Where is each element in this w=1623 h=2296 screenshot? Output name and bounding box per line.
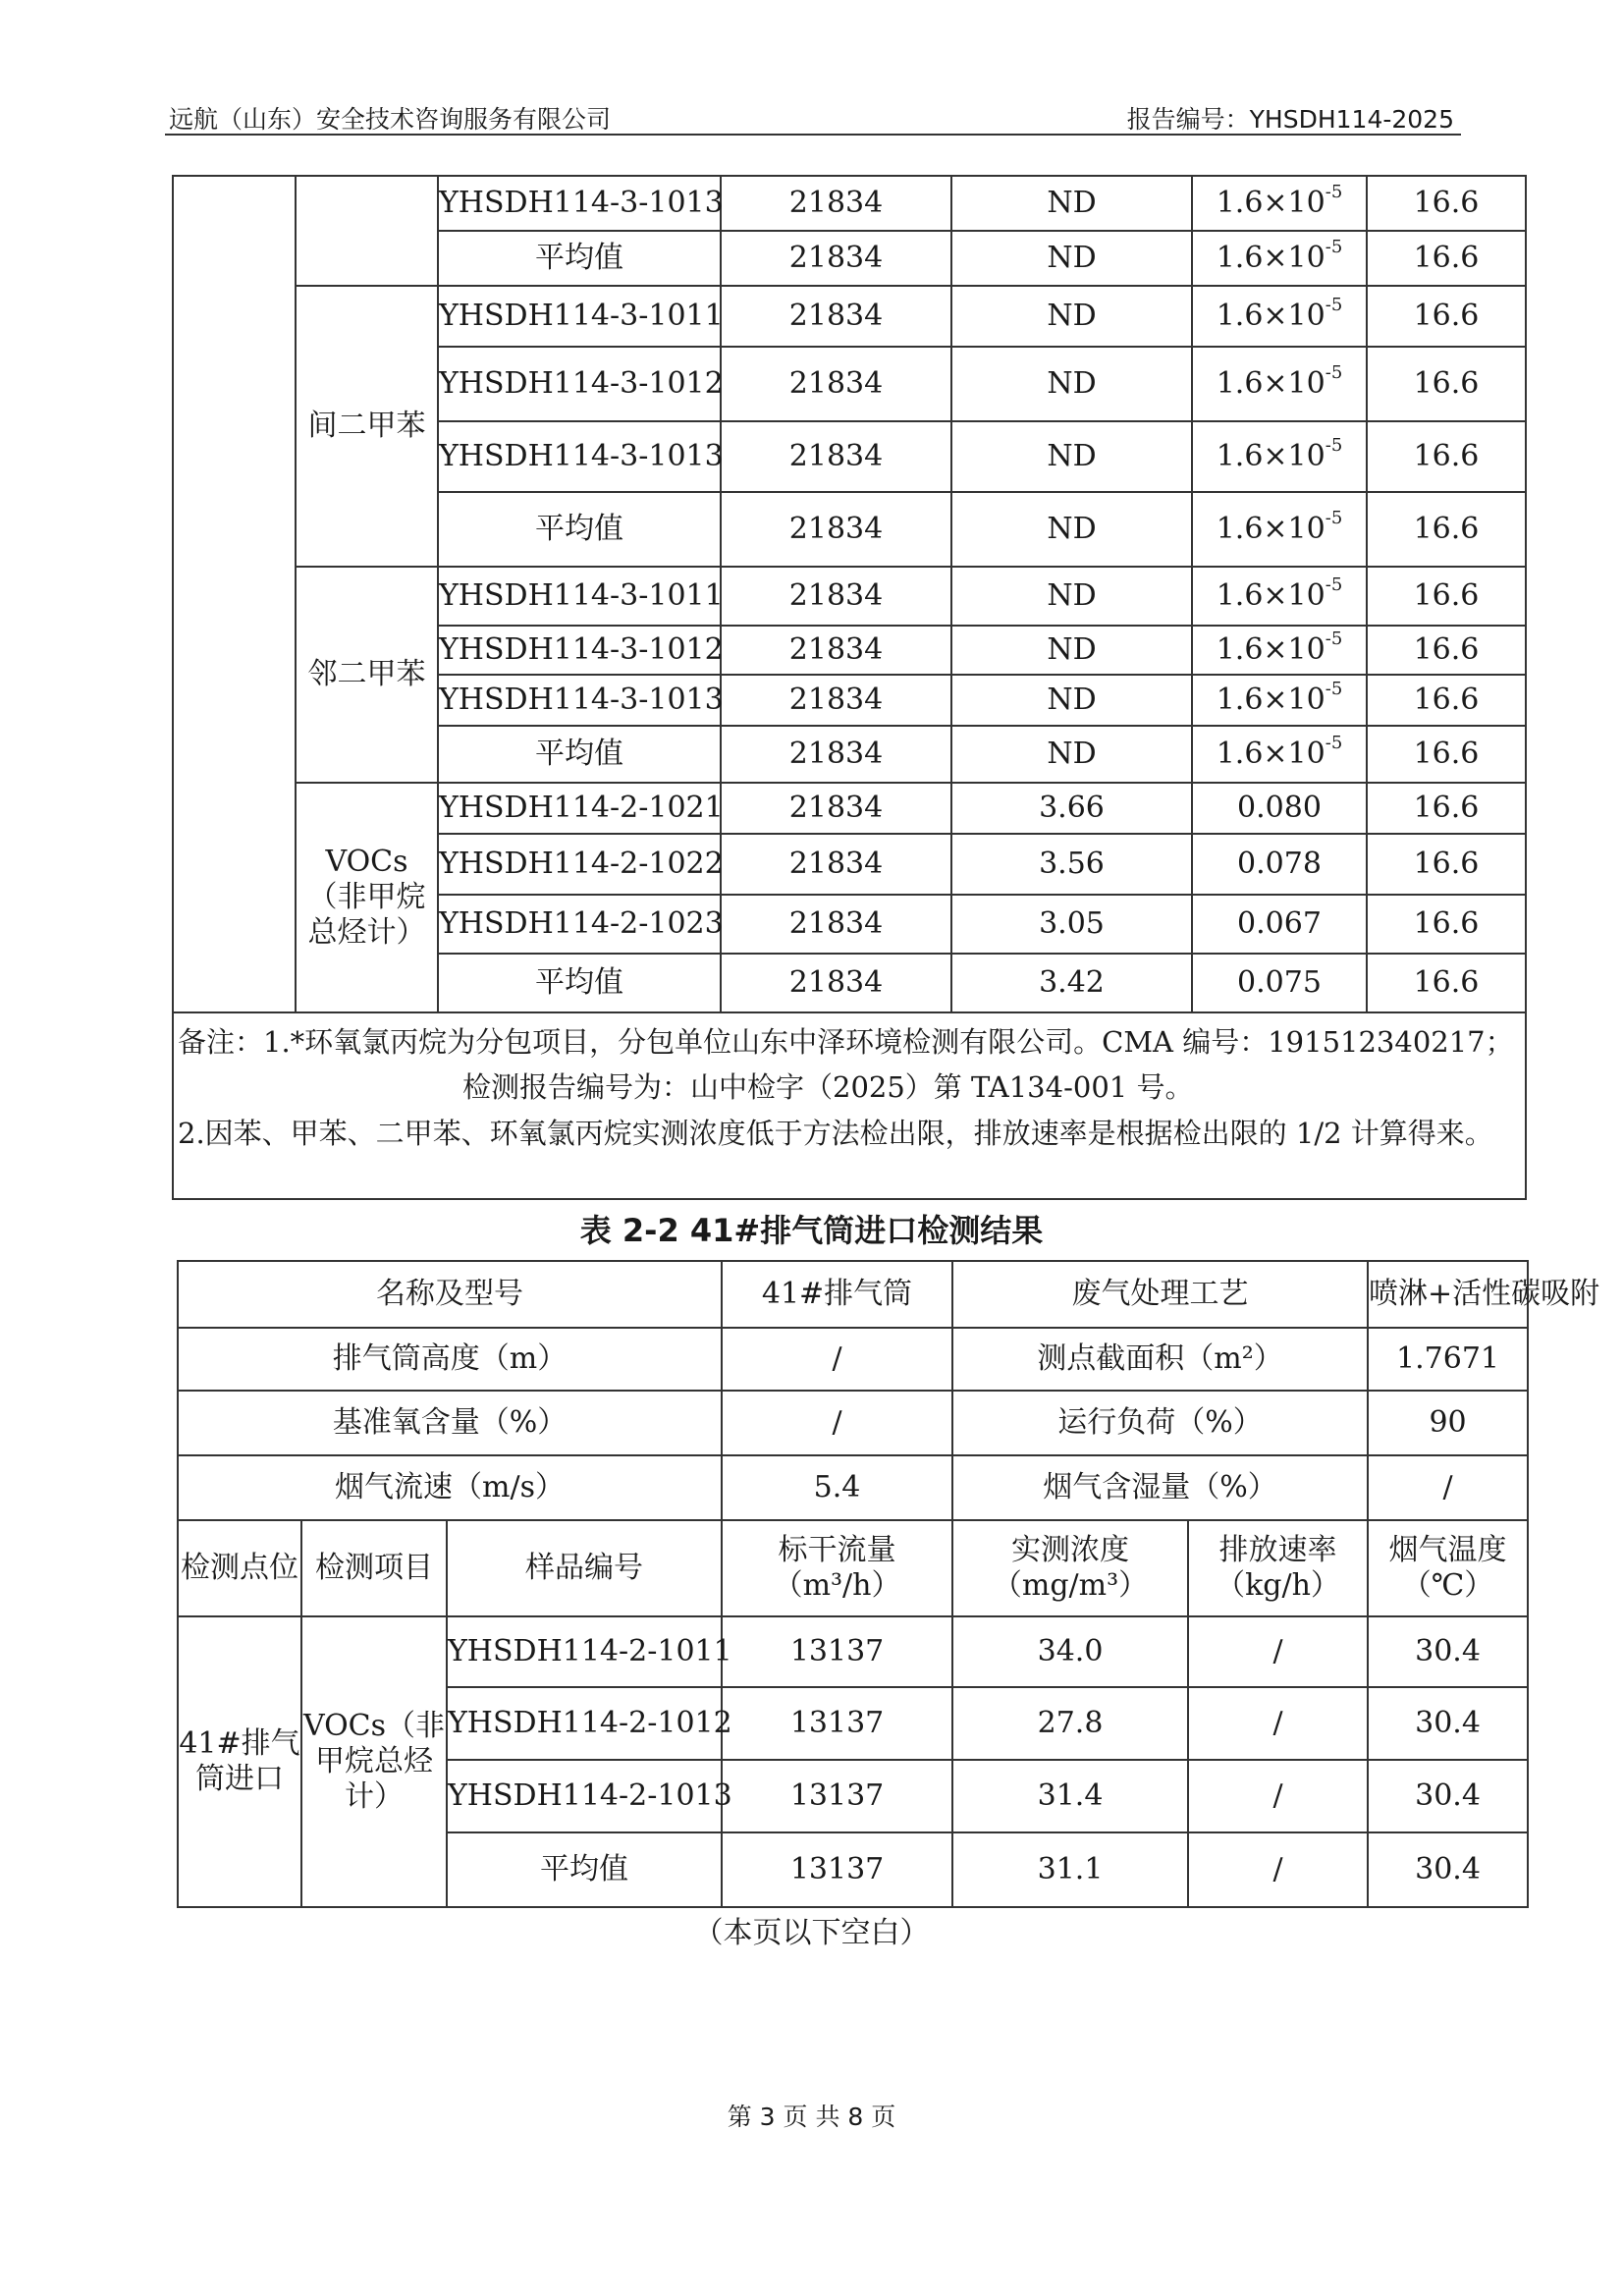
conc-value: ND [951,176,1192,231]
info-label: 烟气流速（m/s） [178,1455,722,1520]
header-conc: 实测浓度（mg/m³） [952,1520,1188,1616]
page-number: 第 3 页 共 8 页 [727,2103,896,2131]
info-value: / [722,1328,952,1391]
info-label: 废气处理工艺 [952,1261,1368,1328]
conc-value: 34.0 [952,1616,1188,1687]
flow-value: 21834 [721,834,951,895]
conc-value: ND [951,231,1192,286]
temp-value: 30.4 [1368,1687,1528,1760]
info-value: 1.7671 [1368,1328,1528,1391]
rate-value: / [1188,1616,1368,1687]
rate-value: 0.067 [1192,895,1367,954]
info-label: 基准氧含量（%） [178,1391,722,1455]
rate-value: $1.6\times 10^{-5}$ [1192,567,1367,626]
header-item: 检测项目 [301,1520,447,1616]
sample-id: YHSDH114-3-1013 [438,176,721,231]
info-value: 5.4 [722,1455,952,1520]
rate-value: $1.6\times 10^{-5}$ [1192,231,1367,286]
rate-value: $1.6\times 10^{-5}$ [1192,675,1367,726]
sample-id: YHSDH114-2-1023 [438,895,721,954]
temp-value: 16.6 [1367,675,1526,726]
rate-value: $1.6\times 10^{-5}$ [1192,347,1367,421]
rate-value: $1.6\times 10^{-5}$ [1192,286,1367,347]
conc-value: 3.56 [951,834,1192,895]
point-cell: 41#排气筒进口 [178,1616,301,1907]
flow-value: 21834 [721,286,951,347]
temp-value: 16.6 [1367,176,1526,231]
conc-value: ND [951,567,1192,626]
info-value: 90 [1368,1391,1528,1455]
results-table-41-inlet [177,1260,1600,1908]
average-label: 平均值 [438,954,721,1012]
sample-id: YHSDH114-3-1011 [438,567,721,626]
conc-value: ND [951,675,1192,726]
rate-value: $1.6\times 10^{-5}$ [1192,421,1367,492]
table-2-2-title: 表 2-2 41#排气筒进口检测结果 [579,1212,1044,1249]
flow-value: 21834 [721,726,951,783]
temp-value: 16.6 [1367,231,1526,286]
header-point: 检测点位 [178,1520,301,1616]
company-name: 远航（山东）安全技术咨询服务有限公司 [169,105,612,134]
item-cell-m-xylene: 间二甲苯 [296,286,438,567]
temp-value: 16.6 [1367,834,1526,895]
sample-id: YHSDH114-2-1021 [438,783,721,834]
flow-value: 21834 [721,492,951,567]
rate-value: $1.6\times 10^{-5}$ [1192,726,1367,783]
rate-value: $1.6\times 10^{-5}$ [1192,492,1367,567]
conc-value: 3.66 [951,783,1192,834]
conc-value: 27.8 [952,1687,1188,1760]
flow-value: 21834 [721,675,951,726]
info-value: / [722,1391,952,1455]
conc-value: 31.4 [952,1760,1188,1832]
average-label: 平均值 [438,231,721,286]
conc-value: ND [951,347,1192,421]
conc-value: 31.1 [952,1832,1188,1907]
average-label: 平均值 [447,1832,722,1907]
flow-value: 21834 [721,954,951,1012]
header-flow: 标干流量（m³/h） [722,1520,952,1616]
rate-value: 0.078 [1192,834,1367,895]
remark-1: 备注：1.*环氧氯丙烷为分包项目，分包单位山东中泽环境检测有限公司。CMA 编号：191512340217； [178,1025,1514,1059]
rate-value: 0.075 [1192,954,1367,1012]
rate-value: $1.6\times 10^{-5}$ [1192,626,1367,675]
info-value: 41#排气筒 [722,1261,952,1328]
info-value: / [1368,1455,1528,1520]
temp-value: 16.6 [1367,286,1526,347]
temp-value: 16.6 [1367,492,1526,567]
item-cell-o-xylene: 邻二甲苯 [296,567,438,783]
temp-value: 16.6 [1367,726,1526,783]
temp-value: 16.6 [1367,626,1526,675]
conc-value: 3.05 [951,895,1192,954]
report-number: 报告编号：YHSDH114-2025 [1126,105,1454,134]
info-label: 排气筒高度（m） [178,1328,722,1391]
temp-value: 30.4 [1368,1760,1528,1832]
temp-value: 30.4 [1368,1832,1528,1907]
sample-id: YHSDH114-2-1012 [447,1687,722,1760]
header-sample: 样品编号 [447,1520,722,1616]
remark-2: 2.因苯、甲苯、二甲苯、环氧氯丙烷实测浓度低于方法检出限，排放速率是根据检出限的 1/2 计算得来。 [178,1116,1493,1150]
sample-id: YHSDH114-2-1011 [447,1616,722,1687]
header-temp: 烟气温度（℃） [1368,1520,1528,1616]
item-cell: VOCs（非甲烷总烃计） [301,1616,447,1907]
info-label: 测点截面积（m²） [952,1328,1368,1391]
sample-id: YHSDH114-3-1012 [438,626,721,675]
flow-value: 21834 [721,567,951,626]
temp-value: 16.6 [1367,347,1526,421]
rate-value: / [1188,1832,1368,1907]
sample-id: YHSDH114-3-1013 [438,675,721,726]
sample-id: YHSDH114-3-1013 [438,421,721,492]
temp-value: 16.6 [1367,895,1526,954]
results-table-continued [172,175,1527,1200]
average-label: 平均值 [438,492,721,567]
flow-value: 21834 [721,231,951,286]
average-label: 平均值 [438,726,721,783]
sample-id: YHSDH114-2-1013 [447,1760,722,1832]
sample-id: YHSDH114-3-1012 [438,347,721,421]
temp-value: 16.6 [1367,421,1526,492]
remarks-cell [173,1012,1526,1199]
rate-value: / [1188,1760,1368,1832]
flow-value: 13137 [722,1760,952,1832]
flow-value: 13137 [722,1687,952,1760]
flow-value: 21834 [721,895,951,954]
flow-value: 21834 [721,783,951,834]
temp-value: 30.4 [1368,1616,1528,1687]
rate-value: $1.6\times 10^{-5}$ [1192,176,1367,231]
sample-id: YHSDH114-3-1011 [438,286,721,347]
conc-value: ND [951,626,1192,675]
info-label: 运行负荷（%） [952,1391,1368,1455]
rate-value: / [1188,1687,1368,1760]
flow-value: 21834 [721,176,951,231]
info-value: 喷淋+活性碳吸附 [1368,1261,1528,1328]
sample-id: YHSDH114-2-1022 [438,834,721,895]
info-label: 烟气含湿量（%） [952,1455,1368,1520]
flow-value: 21834 [721,421,951,492]
temp-value: 16.6 [1367,954,1526,1012]
header-divider [165,134,1461,136]
conc-value: ND [951,492,1192,567]
remark-1-continued: 检测报告编号为：山中检字（2025）第 TA134-001 号。 [462,1070,1194,1105]
point-cell-continued [173,176,296,1012]
flow-value: 21834 [721,347,951,421]
flow-value: 13137 [722,1832,952,1907]
conc-value: ND [951,421,1192,492]
conc-value: 3.42 [951,954,1192,1012]
item-cell [296,176,438,286]
temp-value: 16.6 [1367,783,1526,834]
flow-value: 21834 [721,626,951,675]
blank-below-note: （本页以下空白） [693,1916,930,1950]
rate-value: 0.080 [1192,783,1367,834]
info-label: 名称及型号 [178,1261,722,1328]
flow-value: 13137 [722,1616,952,1687]
item-cell-vocs: VOCs（非甲烷总烃计） [296,783,438,1012]
temp-value: 16.6 [1367,567,1526,626]
conc-value: ND [951,286,1192,347]
header-rate: 排放速率（kg/h） [1188,1520,1368,1616]
conc-value: ND [951,726,1192,783]
